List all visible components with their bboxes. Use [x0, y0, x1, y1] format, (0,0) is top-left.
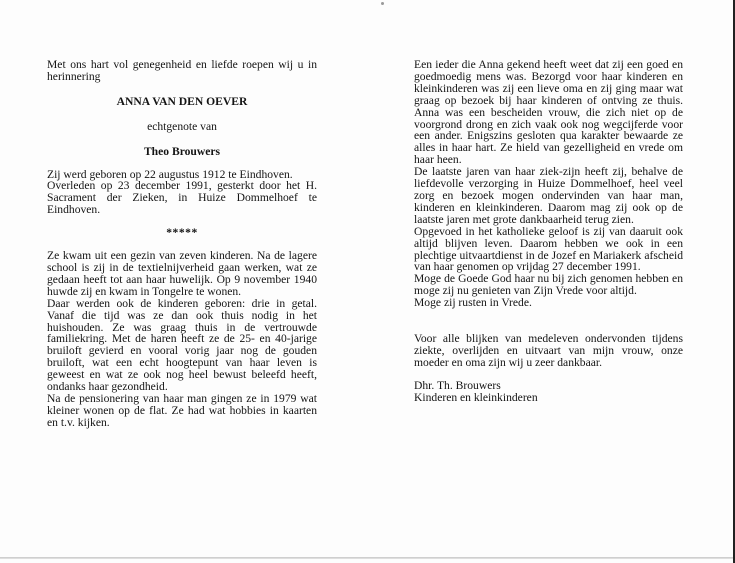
left-column — [47, 59, 317, 429]
bio-paragraph-3: Na de pensionering van haar man gingen ze in 1979 wat kleiner wonen op de flat. Ze had wat hobbies in kaarten en t.v. kijken. — [47, 391, 317, 429]
spouse-label: echtgenote van — [147, 119, 217, 133]
bio-paragraph-2: Daar werden ook de kinderen geboren: drie in getal. Vanaf die tijd was ze dan ook thuis nodig in het huishouden. Ze was graag thuis in de vertrouwde familiekring. Met de haren heeft ze de 25- en 40-jarige bruiloft gevierd en vooral vorig jaar nog de gouden bruiloft, wat een echt hoogtepunt van haar leven is geweest en wat ze ook nog heel bewust beleefd heeft, ondanks haar gezondheid. — [47, 296, 317, 394]
thanks-text: Voor alle blijken van medeleven ondervonden tijdens ziekte, overlijden en uitvaart van mijn vrouw, onze moeder en oma zijn wij u zeer dankbaar. — [414, 332, 683, 369]
tribute-paragraph-1: Een ieder die Anna gekend heeft weet dat zij een goed en goedmoedig mens was. Bezorgd voor haar kinderen en kleinkinderen was zij een lieve oma en zij ging maar wat graag op bezoek bij haar kinderen of ontving ze thuis. Anna was een bescheiden vrouw, die zich niet op de voorgrond drong en zich vaak ook nog wegcijferde voor een ander. Enigszins gesloten qua karakter bewaarde ze alles in haar hart. Ze hield van gezelligheid en vrede om haar heen. — [414, 58, 683, 167]
signature-line-2: Kinderen en kleinkinderen — [414, 390, 538, 404]
right-column — [414, 59, 683, 404]
fold-mark — [381, 2, 384, 5]
tribute-paragraph-4: Moge de Goede God haar nu bij zich genomen hebben en moge zij nu genieten van Zijn Vrede voor altijd. — [414, 272, 683, 298]
death-text: Overleden op 23 december 1991, gesterkt door het H. Sacrament der Zieken, in Huize Dommelhoef te Eindhoven. — [47, 179, 317, 217]
signature-line-1: Dhr. Th. Brouwers — [414, 378, 501, 392]
spouse-name: Theo Brouwers — [143, 144, 221, 158]
bottom-edge-line — [0, 557, 735, 559]
deceased-name: ANNA VAN DEN OEVER — [116, 94, 248, 108]
intro-text: Met ons hart vol genegenheid en liefde roepen wij u in herinnering — [47, 58, 317, 83]
bio-paragraph-1: Ze kwam uit een gezin van zeven kinderen. Na de lagere school is zij in de textielnijverheid gaan werken, wat ze gedaan heeft tot aan haar huwelijk. Op 9 november 1940 huwde zij en kwam in Tongelre te wonen. — [47, 249, 317, 298]
separator-stars: ***** — [166, 226, 198, 240]
tribute-paragraph-3: Opgevoed in het katholieke geloof is zij van daaruit ook altijd blijven leven. Daarom hebben we ook in een plechtige uitvaartdienst in de Jozef en Mariakerk afscheid van haar genomen op vrijdag 27 december 1991. — [414, 224, 683, 274]
tribute-paragraph-2: De laatste jaren van haar ziek-zijn heeft zij, behalve de liefdevolle verzorging in Huize Dommelhoef, heel veel zorg en bezoek mogen ondervinden van haar man, kinderen en kleinkinderen. Daarom mag zij ook op de laatste jaren met grote dankbaarheid terug zien. — [414, 165, 683, 226]
tribute-paragraph-5: Moge zij rusten in Vrede. — [414, 296, 532, 310]
birth-text: Zij werd geboren op 22 augustus 1912 te Eindhoven. — [47, 167, 293, 181]
